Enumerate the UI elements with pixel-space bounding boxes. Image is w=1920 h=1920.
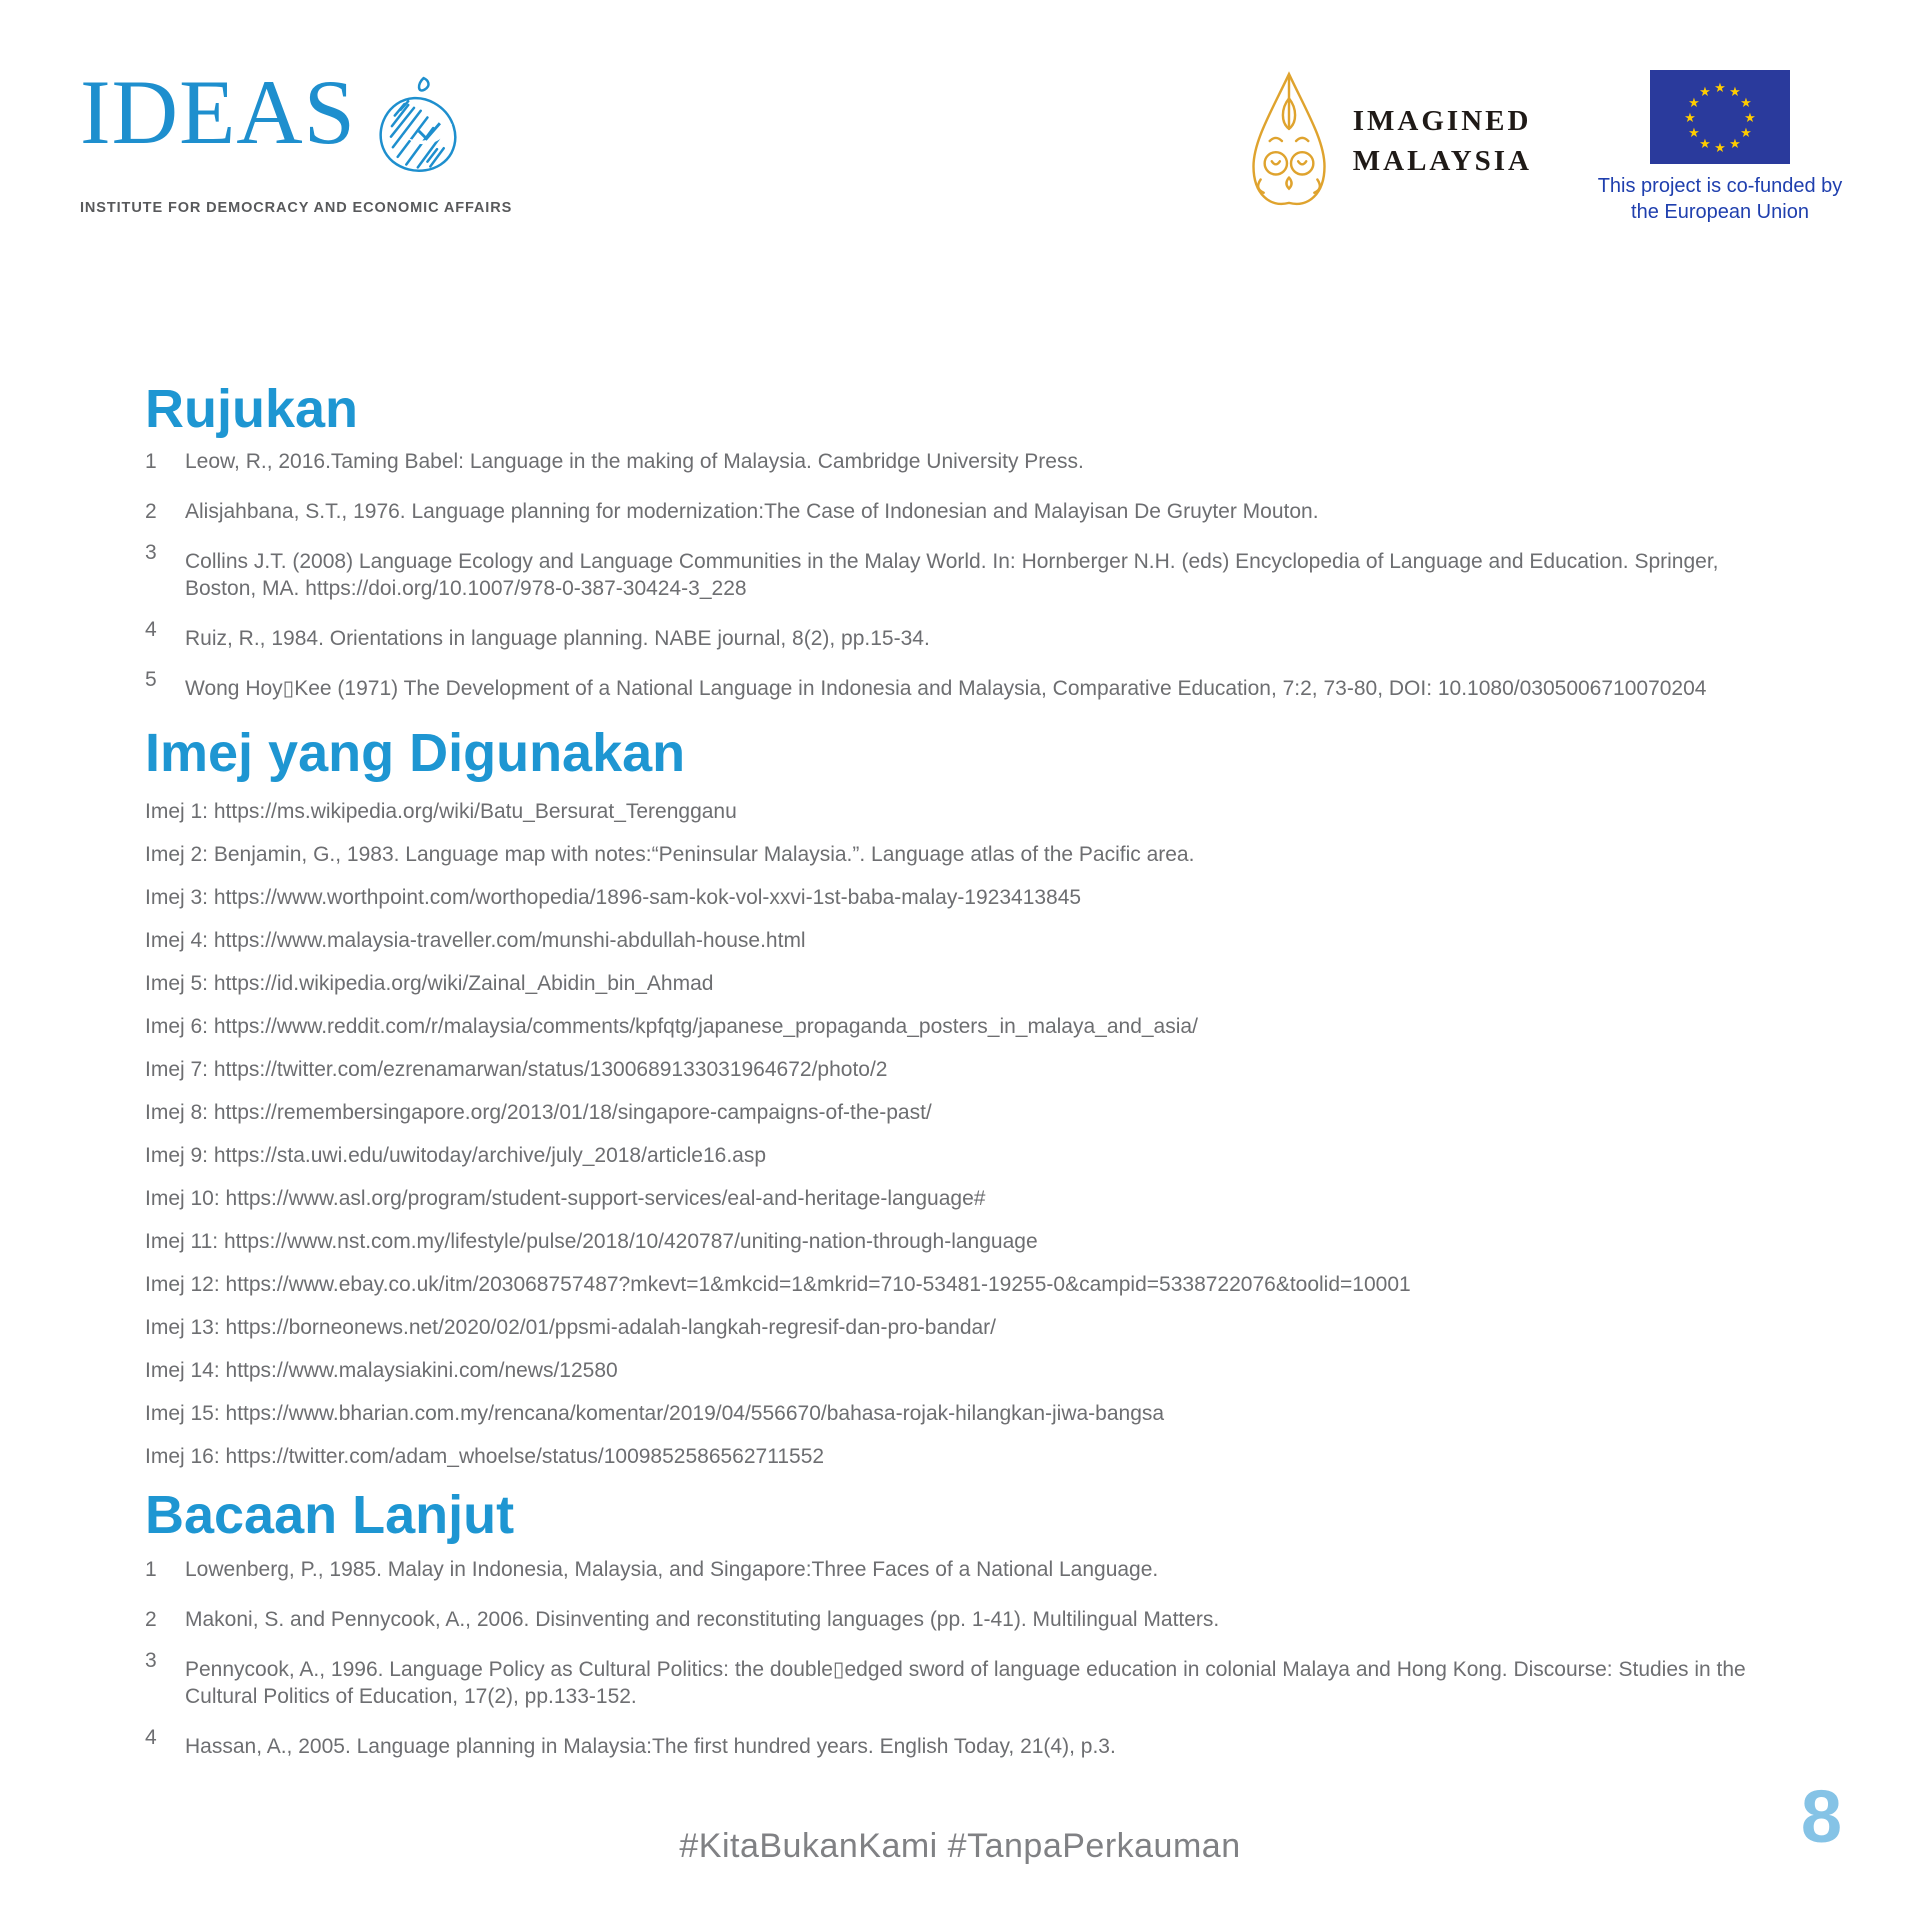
imej-item: Imej 4: https://www.malaysia-traveller.com/munshi-abdullah-house.html	[145, 929, 806, 953]
reference-text: Wong Hoy▯Kee (1971) The Development of a National Language in Indonesia and Malaysia, Comparative Education, 7:2, 73-80, DOI: 10.1080/0305006710070204	[185, 676, 1707, 700]
imej-item: Imej 10: https://www.asl.org/program/student-support-services/eal-and-heritage-language#	[145, 1187, 986, 1211]
ideas-logo	[80, 61, 513, 216]
reading-item	[145, 1606, 1770, 1633]
imej-item: Imej 1: https://ms.wikipedia.org/wiki/Batu_Bersurat_Terengganu	[145, 800, 737, 824]
section-title-imej: Imej yang Digunakan	[145, 722, 686, 783]
reading-text: Hassan, A., 2005. Language planning in Malaysia:The first hundred years. English Today, 21(4), p.3.	[185, 1735, 1116, 1759]
wayang-ornament-icon	[1243, 70, 1335, 212]
imagined-malaysia-logo	[1243, 70, 1532, 212]
imej-item: Imej 15: https://www.bharian.com.my/rencana/komentar/2019/04/556670/bahasa-rojak-hilangkan-jiwa-bangsa	[145, 1402, 1165, 1426]
eu-star-icon: ★	[1684, 111, 1696, 126]
imej-list	[145, 799, 1770, 1470]
reading-item	[145, 1726, 1770, 1760]
eu-star-icon: ★	[1714, 81, 1726, 96]
footer-hashtags: #KitaBukanKami #TanpaPerkauman	[679, 1827, 1241, 1865]
eu-star-icon: ★	[1688, 96, 1700, 111]
reading-item	[145, 1649, 1770, 1710]
eu-star-icon: ★	[1744, 111, 1756, 126]
eu-funding-block	[1590, 70, 1850, 225]
reference-item	[145, 448, 1770, 475]
page-number: 8	[1800, 1775, 1842, 1858]
reference-text: Leow, R., 2016.Taming Babel: Language in the making of Malaysia. Cambridge University Press.	[185, 449, 1084, 473]
reading-number: 1	[145, 1558, 157, 1582]
reading-text: Lowenberg, P., 1985. Malay in Indonesia, Malaysia, and Singapore:Three Faces of a National Language.	[185, 1558, 1159, 1582]
reference-number: 5	[145, 667, 157, 691]
malaysia-line: MALAYSIA	[1352, 145, 1532, 177]
eu-star-icon: ★	[1688, 126, 1700, 141]
eu-star-icon: ★	[1740, 126, 1752, 141]
reading-text: Pennycook, A., 1996. Language Policy as Cultural Politics: the double▯edged sword of language education in colonial Malaya and Hong Kong. Discourse: Studies in the Cultural Politics of Education, 17(2), pp.133-152.	[185, 1658, 1746, 1709]
reference-number: 4	[145, 617, 157, 641]
imej-item: Imej 3: https://www.worthpoint.com/worthopedia/1896-sam-kok-vol-xxvi-1st-baba-malay-1923413845	[145, 886, 1082, 910]
dove-scribble-icon	[366, 70, 462, 188]
ideas-tagline: INSTITUTE FOR DEMOCRACY AND ECONOMIC AFFAIRS	[80, 200, 513, 216]
eu-star-icon: ★	[1714, 141, 1726, 156]
reference-number: 3	[145, 540, 157, 564]
eu-funding-caption	[1598, 173, 1843, 225]
reference-text: Collins J.T. (2008) Language Ecology and Language Communities in the Malay World. In: Hornberger N.H. (eds) Encyclopedia of Language and Education. Springer, Boston, MA. https://doi.org/10.1007/978-0-387-30424-3_228	[185, 549, 1719, 600]
reference-text: Alisjahbana, S.T., 1976. Language planning for modernization:The Case of Indonesian and Malayisan De Gruyter Mouton.	[185, 499, 1319, 523]
imej-item: Imej 7: https://twitter.com/ezrenamarwan/status/1300689133031964672/photo/2	[145, 1058, 888, 1082]
eu-caption-line1: This project is co-funded by	[1597, 175, 1843, 197]
reference-item	[145, 667, 1770, 702]
imej-item: Imej 5: https://id.wikipedia.org/wiki/Zainal_Abidin_bin_Ahmad	[145, 972, 714, 996]
imej-item: Imej 16: https://twitter.com/adam_whoelse/status/1009852586562711552	[145, 1445, 825, 1469]
imej-item: Imej 2: Benjamin, G., 1983. Language map with notes:“Peninsular Malaysia.”. Language atlas of the Pacific area.	[145, 843, 1195, 867]
reference-text: Ruiz, R., 1984. Orientations in language planning. NABE journal, 8(2), pp.15-34.	[185, 626, 930, 650]
reading-number: 4	[145, 1726, 157, 1750]
imej-item: Imej 11: https://www.nst.com.my/lifestyle/pulse/2018/10/420787/uniting-nation-through-language	[145, 1230, 1038, 1254]
ideas-wordmark: IDEAS	[80, 61, 356, 163]
reference-number: 1	[145, 449, 157, 473]
reading-number: 3	[145, 1649, 157, 1673]
imej-item: Imej 13: https://borneonews.net/2020/02/01/ppsmi-adalah-langkah-regresif-dan-pro-bandar/	[145, 1316, 997, 1340]
reading-number: 2	[145, 1608, 157, 1632]
reference-item	[145, 498, 1770, 525]
imej-item: Imej 12: https://www.ebay.co.uk/itm/203068757487?mkevt=1&mkcid=1&mkrid=710-53481-19255-0&campid=5338722076&toolid=10001	[145, 1273, 1411, 1297]
imej-item: Imej 6: https://www.reddit.com/r/malaysia/comments/kpfqtg/japanese_propaganda_posters_in_malaya_and_asia/	[145, 1015, 1198, 1039]
page-header	[0, 0, 1920, 225]
eu-star-icon: ★	[1699, 85, 1711, 100]
imagined-malaysia-wordmark	[1353, 101, 1532, 181]
imej-item: Imej 9: https://sta.uwi.edu/uwitoday/archive/july_2018/article16.asp	[145, 1144, 767, 1168]
rujukan-list	[145, 448, 1770, 702]
reference-number: 2	[145, 499, 157, 523]
imej-item: Imej 14: https://www.malaysiakini.com/news/12580	[145, 1359, 618, 1383]
imagined-line: IMAGINED	[1352, 105, 1532, 137]
reference-item	[145, 617, 1770, 652]
eu-star-icon: ★	[1699, 137, 1711, 152]
reading-text: Makoni, S. and Pennycook, A., 2006. Disinventing and reconstituting languages (pp. 1-41). Multilingual Matters.	[185, 1608, 1220, 1632]
page-content	[0, 381, 1920, 1760]
section-title-rujukan: Rujukan	[145, 379, 359, 439]
eu-star-icon: ★	[1740, 96, 1752, 111]
imej-item: Imej 8: https://remembersingapore.org/2013/01/18/singapore-campaigns-of-the-past/	[145, 1101, 932, 1125]
reading-item	[145, 1556, 1770, 1583]
eu-flag-icon	[1650, 70, 1790, 164]
section-title-bacaan: Bacaan Lanjut	[145, 1485, 515, 1546]
eu-star-icon: ★	[1729, 85, 1741, 100]
bacaan-list	[145, 1556, 1770, 1760]
reference-item	[145, 540, 1770, 602]
eu-star-icon: ★	[1729, 137, 1741, 152]
eu-caption-line2: the European Union	[1631, 201, 1809, 223]
